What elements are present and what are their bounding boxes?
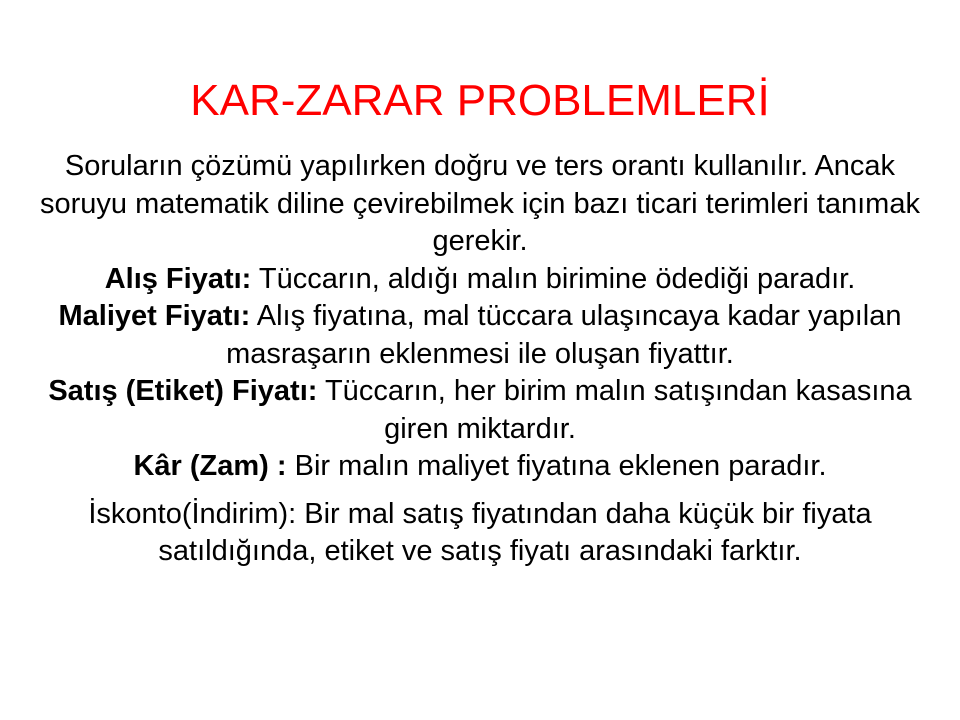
definition-term: Maliyet Fiyatı: xyxy=(58,300,251,332)
definition-satis-fiyati xyxy=(30,373,930,448)
definition-text: Bir malın maliyet fiyatına eklenen paradır. xyxy=(286,450,827,482)
definition-term: Kâr (Zam) : xyxy=(133,450,287,482)
definition-maliyet-fiyati xyxy=(30,298,930,373)
definition-kar xyxy=(30,448,930,486)
slide-title: KAR-ZARAR PROBLEMLERİ xyxy=(190,76,770,125)
iskonto-paragraph: İskonto(İndirim): Bir mal satış fiyatından daha küçük bir fiyata satıldığında, etiket ve satış fiyatı arasındaki farktır. xyxy=(88,497,872,567)
definition-term: Alış Fiyatı: xyxy=(104,262,252,295)
definition-text: Alış fiyatına, mal tüccara ulaşıncaya kadar yapılan masraşarın eklenmesi ile oluşan fiyattır. xyxy=(226,300,902,370)
definition-alis-fiyati xyxy=(30,261,930,299)
slide-body xyxy=(30,148,930,571)
definition-term: Satış (Etiket) Fiyatı: xyxy=(48,375,318,407)
intro-paragraph: Soruların çözümü yapılırken doğru ve ters orantı kullanılır. Ancak soruyu matematik diline çevirebilmek için bazı ticari terimleri tanımak gerekir. xyxy=(40,150,920,257)
definition-text: Tüccarın, aldığı malın birimine ödediği paradır. xyxy=(251,262,856,295)
definition-text: Tüccarın, her birim malın satışından kasasına giren miktardır. xyxy=(317,375,912,445)
